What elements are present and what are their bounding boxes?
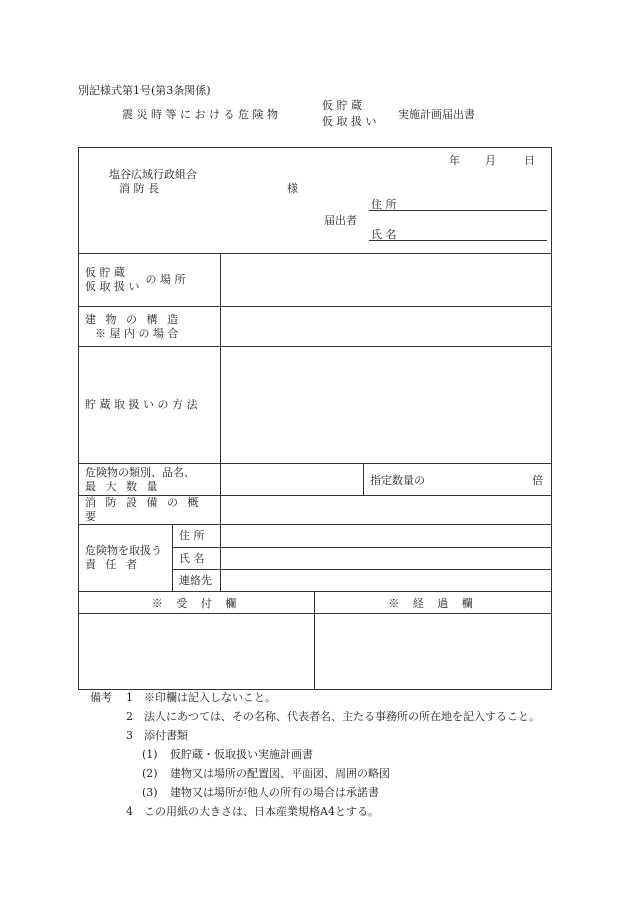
location-label-storage: 仮 貯 蔵 xyxy=(85,266,125,279)
designated-quantity-field[interactable] xyxy=(364,464,552,496)
building-structure-field[interactable] xyxy=(221,307,552,347)
notes-heading: 備考 xyxy=(90,691,112,704)
fire-equipment-label: 消 防 設 備 の 概 要 xyxy=(79,496,221,525)
location-label-place: の 場 所 xyxy=(145,273,186,286)
note-1-text: ※印欄は記入しないこと。 xyxy=(144,691,276,704)
note-3-number: 3 xyxy=(126,729,133,742)
responsible-person-text: 危険物を取扱う xyxy=(85,544,162,557)
form-number: 別記様式第1号(第3条関係) xyxy=(78,84,211,97)
hazard-class-label xyxy=(79,464,221,496)
note-4-number: 4 xyxy=(126,805,133,818)
date-year-label: 年 xyxy=(449,154,460,167)
title-temporary-handling: 仮 取 扱 い xyxy=(322,115,377,128)
subnote-2-text: 建物又は場所の配置図、平面図、周囲の略図 xyxy=(170,767,390,780)
method-field[interactable] xyxy=(221,347,552,464)
building-structure-label xyxy=(79,307,221,347)
subnote-1-text: 仮貯蔵・仮取扱い実施計画書 xyxy=(170,748,313,761)
person-name-label: 氏 名 xyxy=(173,548,221,570)
addressee-section xyxy=(79,148,552,254)
reception-field xyxy=(79,614,315,690)
title-temporary-storage: 仮 貯 蔵 xyxy=(322,99,362,112)
address-label: 住 所 xyxy=(371,198,397,211)
hazard-class-field[interactable] xyxy=(221,464,364,496)
designated-quantity-label: 指定数量の xyxy=(370,473,425,487)
title-prefix: 震 災 時 等 に お け る 危 険 物 xyxy=(122,108,278,121)
person-name-field[interactable] xyxy=(221,548,552,570)
responsible-person-role: 責 任 者 xyxy=(85,558,140,571)
recipient-title: 消 防 長 xyxy=(119,182,159,195)
note-4-text: この用紙の大きさは、日本産業規格A4とする。 xyxy=(144,805,379,818)
name-label: 氏 名 xyxy=(371,228,397,241)
times-label: 倍 xyxy=(532,473,544,487)
reception-header: ※ 受 付 欄 xyxy=(79,592,315,614)
subnote-3-number: (3) xyxy=(142,786,158,799)
subnote-2-number: (2) xyxy=(142,767,158,780)
person-contact-label: 連絡先 xyxy=(173,570,221,592)
subnote-1-number: (1) xyxy=(142,748,158,761)
honorific: 様 xyxy=(287,182,298,195)
person-address-field[interactable] xyxy=(221,525,552,548)
location-label-handling: 仮 取 扱 い xyxy=(85,280,140,293)
person-address-label: 住 所 xyxy=(173,525,221,548)
note-2-number: 2 xyxy=(126,710,133,723)
location-label xyxy=(79,254,221,307)
date-month-label: 月 xyxy=(485,154,496,167)
building-structure-text: 建 物 の 構 造 xyxy=(85,312,181,326)
notifier-label: 届出者 xyxy=(324,214,357,227)
title-suffix: 実施計画届出書 xyxy=(398,108,475,121)
subnote-3-text: 建物又は場所が他人の所有の場合は承諾書 xyxy=(170,786,379,799)
person-contact-field[interactable] xyxy=(221,570,552,592)
method-label: 貯 蔵 取 扱 い の 方 法 xyxy=(79,347,221,464)
hazard-max-text: 最 大 数 量 xyxy=(85,479,161,493)
fire-equipment-field[interactable] xyxy=(221,496,552,525)
note-1-number: 1 xyxy=(126,691,133,704)
address-field[interactable] xyxy=(369,210,547,211)
organization-name: 塩谷広域行政組合 xyxy=(109,168,197,181)
progress-field xyxy=(315,614,552,690)
hazard-class-text: 危険物の類別、品名、 xyxy=(85,465,195,479)
date-day-label: 日 xyxy=(524,154,535,167)
responsible-person-label xyxy=(79,525,173,592)
building-note-text: ※ 屋 内 の 場 合 xyxy=(95,326,179,340)
note-2-text: 法人にあつては、その名称、代表者名、主たる事務所の所在地を記入すること。 xyxy=(144,710,540,723)
notification-form-table xyxy=(78,147,552,690)
progress-header: ※ 経 過 欄 xyxy=(315,592,552,614)
location-field[interactable] xyxy=(221,254,552,307)
note-3-text: 添付書類 xyxy=(144,729,188,742)
name-field[interactable] xyxy=(369,240,547,241)
